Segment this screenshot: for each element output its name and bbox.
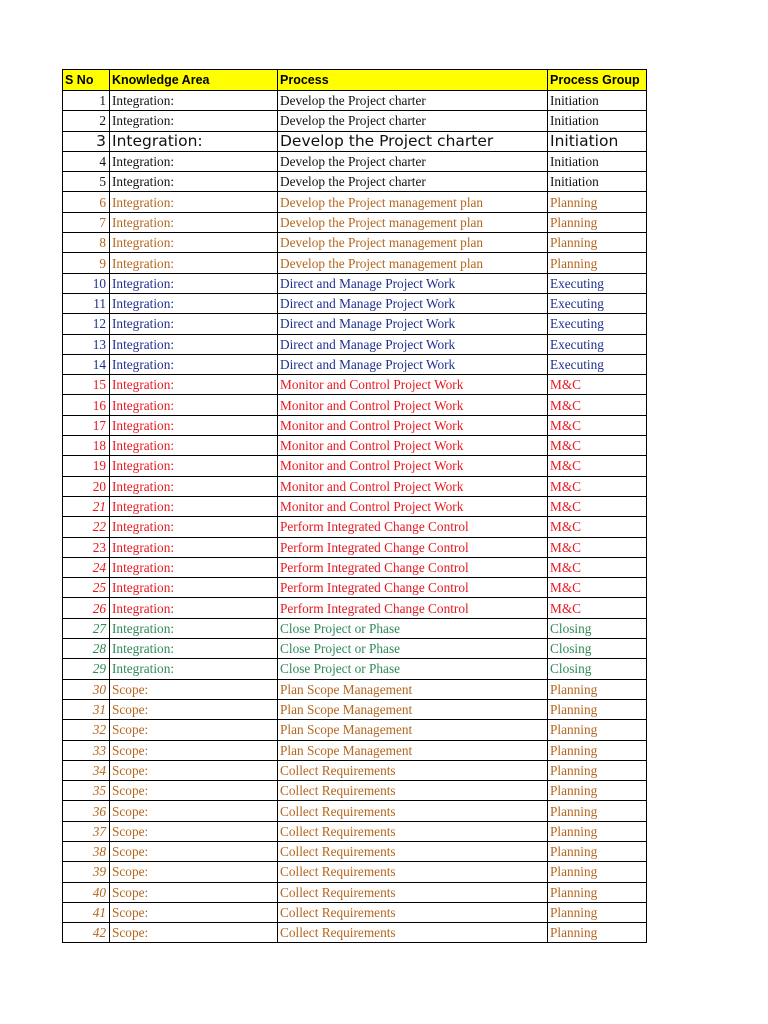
table-row: [63, 639, 647, 659]
table-row: [63, 233, 647, 253]
cell-knowledge-area[interactable]: Scope:: [110, 821, 278, 841]
cell-process-group[interactable]: M&C: [548, 517, 647, 537]
cell-knowledge-area[interactable]: Scope:: [110, 841, 278, 861]
cell-knowledge-area[interactable]: Integration:: [110, 131, 278, 151]
table-row: [63, 862, 647, 882]
cell-sno[interactable]: 14: [63, 354, 110, 374]
table-row: [63, 537, 647, 557]
cell-process[interactable]: Monitor and Control Project Work: [278, 415, 548, 435]
cell-sno[interactable]: 22: [63, 517, 110, 537]
cell-knowledge-area[interactable]: Integration:: [110, 557, 278, 577]
table-row: [63, 111, 647, 131]
cell-process-group[interactable]: Planning: [548, 923, 647, 943]
cell-process-group[interactable]: Initiation: [548, 151, 647, 171]
cell-sno[interactable]: 9: [63, 253, 110, 273]
cell-sno[interactable]: 18: [63, 436, 110, 456]
cell-knowledge-area[interactable]: Scope:: [110, 740, 278, 760]
cell-process[interactable]: Direct and Manage Project Work: [278, 293, 548, 313]
cell-sno[interactable]: 36: [63, 801, 110, 821]
cell-process[interactable]: Collect Requirements: [278, 841, 548, 861]
cell-process[interactable]: Close Project or Phase: [278, 618, 548, 638]
cell-process-group[interactable]: M&C: [548, 557, 647, 577]
cell-sno[interactable]: 40: [63, 882, 110, 902]
cell-sno[interactable]: 3: [63, 131, 110, 151]
cell-process-group[interactable]: Closing: [548, 659, 647, 679]
cell-process[interactable]: Monitor and Control Project Work: [278, 456, 548, 476]
cell-process[interactable]: Develop the Project management plan: [278, 233, 548, 253]
cell-sno[interactable]: 19: [63, 456, 110, 476]
cell-process-group[interactable]: Planning: [548, 699, 647, 719]
cell-process-group[interactable]: Executing: [548, 314, 647, 334]
cell-knowledge-area[interactable]: Scope:: [110, 781, 278, 801]
cell-process-group[interactable]: Planning: [548, 720, 647, 740]
cell-process[interactable]: Develop the Project management plan: [278, 212, 548, 232]
cell-process[interactable]: Monitor and Control Project Work: [278, 496, 548, 516]
header-process[interactable]: Process: [278, 70, 548, 91]
cell-knowledge-area[interactable]: Integration:: [110, 496, 278, 516]
cell-process[interactable]: Direct and Manage Project Work: [278, 334, 548, 354]
cell-knowledge-area[interactable]: Scope:: [110, 720, 278, 740]
cell-knowledge-area[interactable]: Integration:: [110, 233, 278, 253]
cell-process-group[interactable]: Planning: [548, 233, 647, 253]
cell-process-group[interactable]: Planning: [548, 781, 647, 801]
cell-knowledge-area[interactable]: Integration:: [110, 578, 278, 598]
cell-process[interactable]: Develop the Project charter: [278, 131, 548, 151]
cell-sno[interactable]: 1: [63, 91, 110, 111]
cell-knowledge-area[interactable]: Integration:: [110, 334, 278, 354]
cell-knowledge-area[interactable]: Integration:: [110, 111, 278, 131]
table-row: [63, 253, 647, 273]
cell-sno[interactable]: 34: [63, 760, 110, 780]
cell-process[interactable]: Monitor and Control Project Work: [278, 436, 548, 456]
cell-process-group[interactable]: Initiation: [548, 172, 647, 192]
table-row: [63, 273, 647, 293]
table-row: [63, 699, 647, 719]
cell-process-group[interactable]: Planning: [548, 740, 647, 760]
header-process-group[interactable]: Process Group: [548, 70, 647, 91]
cell-process-group[interactable]: M&C: [548, 578, 647, 598]
cell-sno[interactable]: 7: [63, 212, 110, 232]
cell-sno[interactable]: 12: [63, 314, 110, 334]
cell-sno[interactable]: 16: [63, 395, 110, 415]
cell-sno[interactable]: 5: [63, 172, 110, 192]
cell-knowledge-area[interactable]: Integration:: [110, 212, 278, 232]
cell-sno[interactable]: 39: [63, 862, 110, 882]
table-row: [63, 618, 647, 638]
cell-sno[interactable]: 30: [63, 679, 110, 699]
table-row: [63, 659, 647, 679]
table-row: [63, 679, 647, 699]
cell-sno[interactable]: 25: [63, 578, 110, 598]
cell-knowledge-area[interactable]: Integration:: [110, 476, 278, 496]
cell-sno[interactable]: 17: [63, 415, 110, 435]
cell-knowledge-area[interactable]: Integration:: [110, 395, 278, 415]
cell-process-group[interactable]: M&C: [548, 598, 647, 618]
cell-process-group[interactable]: Initiation: [548, 111, 647, 131]
header-knowledge-area[interactable]: Knowledge Area: [110, 70, 278, 91]
table-row: [63, 781, 647, 801]
cell-knowledge-area[interactable]: Scope:: [110, 801, 278, 821]
table-row: [63, 517, 647, 537]
table-row: [63, 395, 647, 415]
table-row: [63, 151, 647, 171]
cell-process[interactable]: Collect Requirements: [278, 882, 548, 902]
cell-knowledge-area[interactable]: Integration:: [110, 639, 278, 659]
cell-process-group[interactable]: Initiation: [548, 91, 647, 111]
cell-sno[interactable]: 42: [63, 923, 110, 943]
cell-process-group[interactable]: Planning: [548, 801, 647, 821]
cell-process[interactable]: Develop the Project charter: [278, 111, 548, 131]
cell-process-group[interactable]: M&C: [548, 456, 647, 476]
table-row: [63, 436, 647, 456]
table-row: [63, 841, 647, 861]
cell-process-group[interactable]: M&C: [548, 496, 647, 516]
cell-sno[interactable]: 41: [63, 902, 110, 922]
cell-knowledge-area[interactable]: Integration:: [110, 293, 278, 313]
cell-knowledge-area[interactable]: Integration:: [110, 151, 278, 171]
cell-process-group[interactable]: Executing: [548, 334, 647, 354]
cell-sno[interactable]: 29: [63, 659, 110, 679]
cell-process[interactable]: Perform Integrated Change Control: [278, 598, 548, 618]
table-row: [63, 192, 647, 212]
cell-knowledge-area[interactable]: Integration:: [110, 375, 278, 395]
cell-process-group[interactable]: Closing: [548, 639, 647, 659]
cell-process[interactable]: Monitor and Control Project Work: [278, 395, 548, 415]
cell-knowledge-area[interactable]: Integration:: [110, 517, 278, 537]
cell-process[interactable]: Collect Requirements: [278, 902, 548, 922]
table-row: [63, 882, 647, 902]
cell-process[interactable]: Monitor and Control Project Work: [278, 375, 548, 395]
table-row: [63, 456, 647, 476]
cell-process[interactable]: Direct and Manage Project Work: [278, 314, 548, 334]
cell-process-group[interactable]: Planning: [548, 902, 647, 922]
cell-process[interactable]: Develop the Project charter: [278, 172, 548, 192]
cell-knowledge-area[interactable]: Integration:: [110, 91, 278, 111]
process-table: [62, 69, 647, 943]
cell-process[interactable]: Perform Integrated Change Control: [278, 537, 548, 557]
cell-sno[interactable]: 38: [63, 841, 110, 861]
cell-process-group[interactable]: Executing: [548, 273, 647, 293]
table-row: [63, 354, 647, 374]
cell-process-group[interactable]: Planning: [548, 253, 647, 273]
cell-process[interactable]: Develop the Project management plan: [278, 253, 548, 273]
cell-knowledge-area[interactable]: Integration:: [110, 192, 278, 212]
cell-process-group[interactable]: Planning: [548, 212, 647, 232]
cell-process-group[interactable]: M&C: [548, 476, 647, 496]
cell-knowledge-area[interactable]: Integration:: [110, 415, 278, 435]
cell-sno[interactable]: 28: [63, 639, 110, 659]
cell-process[interactable]: Perform Integrated Change Control: [278, 557, 548, 577]
cell-sno[interactable]: 27: [63, 618, 110, 638]
cell-knowledge-area[interactable]: Scope:: [110, 679, 278, 699]
table-body: [63, 91, 647, 943]
cell-process[interactable]: Collect Requirements: [278, 862, 548, 882]
cell-process-group[interactable]: Planning: [548, 679, 647, 699]
cell-sno[interactable]: 2: [63, 111, 110, 131]
cell-process-group[interactable]: M&C: [548, 537, 647, 557]
cell-process-group[interactable]: Closing: [548, 618, 647, 638]
table-row: [63, 578, 647, 598]
cell-sno[interactable]: 4: [63, 151, 110, 171]
cell-process-group[interactable]: M&C: [548, 415, 647, 435]
table-row: [63, 476, 647, 496]
cell-knowledge-area[interactable]: Integration:: [110, 273, 278, 293]
table-row: [63, 293, 647, 313]
cell-process-group[interactable]: Planning: [548, 192, 647, 212]
table-row: [63, 801, 647, 821]
header-row: [63, 70, 647, 91]
cell-process-group[interactable]: Executing: [548, 293, 647, 313]
cell-sno[interactable]: 32: [63, 720, 110, 740]
cell-process[interactable]: Develop the Project management plan: [278, 192, 548, 212]
cell-knowledge-area[interactable]: Integration:: [110, 172, 278, 192]
cell-process-group[interactable]: M&C: [548, 395, 647, 415]
cell-process-group[interactable]: M&C: [548, 436, 647, 456]
table-row: [63, 557, 647, 577]
table-row: [63, 131, 647, 151]
cell-process[interactable]: Develop the Project charter: [278, 151, 548, 171]
cell-process-group[interactable]: Planning: [548, 760, 647, 780]
cell-process-group[interactable]: Planning: [548, 882, 647, 902]
cell-process[interactable]: Collect Requirements: [278, 801, 548, 821]
cell-process[interactable]: Plan Scope Management: [278, 720, 548, 740]
cell-sno[interactable]: 8: [63, 233, 110, 253]
table-row: [63, 415, 647, 435]
cell-knowledge-area[interactable]: Integration:: [110, 354, 278, 374]
cell-knowledge-area[interactable]: Scope:: [110, 699, 278, 719]
table-row: [63, 923, 647, 943]
cell-process[interactable]: Collect Requirements: [278, 781, 548, 801]
cell-process-group[interactable]: Planning: [548, 841, 647, 861]
table-row: [63, 212, 647, 232]
cell-knowledge-area[interactable]: Scope:: [110, 862, 278, 882]
cell-process[interactable]: Plan Scope Management: [278, 699, 548, 719]
cell-knowledge-area[interactable]: Scope:: [110, 882, 278, 902]
cell-sno[interactable]: 35: [63, 781, 110, 801]
cell-knowledge-area[interactable]: Integration:: [110, 436, 278, 456]
cell-process[interactable]: Develop the Project charter: [278, 91, 548, 111]
cell-knowledge-area[interactable]: Integration:: [110, 253, 278, 273]
cell-knowledge-area[interactable]: Integration:: [110, 598, 278, 618]
cell-process[interactable]: Monitor and Control Project Work: [278, 476, 548, 496]
cell-sno[interactable]: 13: [63, 334, 110, 354]
cell-sno[interactable]: 10: [63, 273, 110, 293]
cell-process[interactable]: Perform Integrated Change Control: [278, 517, 548, 537]
cell-knowledge-area[interactable]: Scope:: [110, 760, 278, 780]
table-row: [63, 496, 647, 516]
cell-knowledge-area[interactable]: Integration:: [110, 314, 278, 334]
cell-process[interactable]: Direct and Manage Project Work: [278, 354, 548, 374]
spreadsheet: [62, 69, 646, 943]
cell-process[interactable]: Plan Scope Management: [278, 679, 548, 699]
cell-process[interactable]: Collect Requirements: [278, 923, 548, 943]
cell-sno[interactable]: 21: [63, 496, 110, 516]
cell-knowledge-area[interactable]: Integration:: [110, 456, 278, 476]
cell-process[interactable]: Collect Requirements: [278, 821, 548, 841]
table-row: [63, 91, 647, 111]
cell-process[interactable]: Direct and Manage Project Work: [278, 273, 548, 293]
table-row: [63, 172, 647, 192]
cell-sno[interactable]: 24: [63, 557, 110, 577]
cell-sno[interactable]: 20: [63, 476, 110, 496]
cell-sno[interactable]: 26: [63, 598, 110, 618]
table-row: [63, 375, 647, 395]
cell-knowledge-area[interactable]: Integration:: [110, 659, 278, 679]
cell-knowledge-area[interactable]: Scope:: [110, 902, 278, 922]
table-row: [63, 314, 647, 334]
cell-process[interactable]: Perform Integrated Change Control: [278, 578, 548, 598]
cell-sno[interactable]: 31: [63, 699, 110, 719]
cell-sno[interactable]: 15: [63, 375, 110, 395]
table-row: [63, 334, 647, 354]
table-row: [63, 902, 647, 922]
table-row: [63, 598, 647, 618]
cell-sno[interactable]: 23: [63, 537, 110, 557]
cell-process[interactable]: Close Project or Phase: [278, 659, 548, 679]
cell-sno[interactable]: 11: [63, 293, 110, 313]
table-row: [63, 740, 647, 760]
table-row: [63, 720, 647, 740]
cell-process-group[interactable]: Initiation: [548, 131, 647, 151]
cell-process-group[interactable]: M&C: [548, 375, 647, 395]
cell-knowledge-area[interactable]: Integration:: [110, 618, 278, 638]
cell-sno[interactable]: 33: [63, 740, 110, 760]
cell-process-group[interactable]: Planning: [548, 821, 647, 841]
cell-knowledge-area[interactable]: Scope:: [110, 923, 278, 943]
header-sno[interactable]: S No: [63, 70, 110, 91]
cell-process-group[interactable]: Executing: [548, 354, 647, 374]
cell-process[interactable]: Collect Requirements: [278, 760, 548, 780]
table-row: [63, 821, 647, 841]
cell-process[interactable]: Plan Scope Management: [278, 740, 548, 760]
cell-sno[interactable]: 6: [63, 192, 110, 212]
cell-process-group[interactable]: Planning: [548, 862, 647, 882]
cell-knowledge-area[interactable]: Integration:: [110, 537, 278, 557]
cell-sno[interactable]: 37: [63, 821, 110, 841]
table-row: [63, 760, 647, 780]
cell-process[interactable]: Close Project or Phase: [278, 639, 548, 659]
